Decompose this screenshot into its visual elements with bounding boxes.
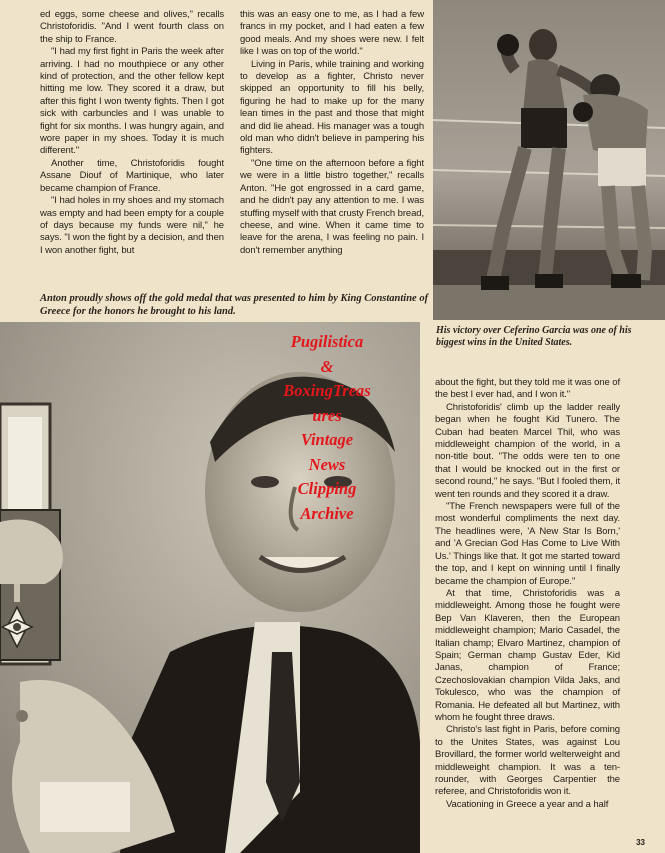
paragraph: Christoforidis' climb up the ladder really began when he fought Kid Tunero. The Cuban had beaten Marcel Thil, who was middleweight champion of the world, in a non-title bout. "The odds were ten to one that I would be knocked out in the first or second round," he says. "But I fooled them, it went ten rounds and they scored it a draw. bbox=[435, 401, 620, 500]
archive-watermark: Pugilistica & BoxingTreas ures Vintage News Clipping Archive bbox=[283, 332, 371, 523]
page-number: 33 bbox=[636, 838, 645, 847]
text-column-3 bbox=[435, 377, 620, 811]
paragraph: about the fight, but they told me it was one of the best I ever had, and I won it." bbox=[435, 377, 620, 401]
paragraph: "The French newspapers were full of the most wonderful compliments the next day. The headlines were, 'A New Star Is Born,' and 'A Grecian God Has Come to Live With Us.' Things like that. It got me started toward the top, and I kept on winning until I finally became the champion of Europe." bbox=[435, 501, 620, 587]
text-column-1 bbox=[40, 9, 224, 257]
paragraph: Living in Paris, while training and working to develop as a fighter, Christo never skipped an opportunity to fill his belly, figuring he had to make up for the many lean times in the past and those that might and did lie ahead. His manager was a tough old man who didn't believe in pampering his fighters. bbox=[240, 58, 424, 157]
paragraph: ed eggs, some cheese and olives," recalls Christoforidis. "And I went fourth class on the ship to France. bbox=[40, 9, 224, 45]
photo-caption-medal: Anton proudly shows off the gold medal that was presented to him by King Constantine of Greece for the honors he brought to his land. bbox=[40, 293, 429, 317]
paragraph: "I had holes in my shoes and my stomach was empty and had been empty for a couple of days because my funds were nil," he says. "I won the fight by a decision, and then I won another fight, but bbox=[40, 195, 224, 256]
paragraph: At that time, Christoforidis was a middleweight. Among those he fought were Bep Van Klaveren, then the European middleweight champion; Mario Casadel, the Italian champ; Elvaro Martinez, champion of Spain; German champ Gustav Eder, Kid Janas, champion of France; Czechoslovakian champion Vilda Jaks, and Tokulesco, who was the champion of Romania. He defeated all but Martinez, with whom he fought three draws. bbox=[435, 587, 620, 723]
text-column-2 bbox=[240, 9, 424, 257]
paragraph: Another time, Christoforidis fought Assane Diouf of Martinique, who later became champion of France. bbox=[40, 157, 224, 194]
paragraph: "I had my first fight in Paris the week after arriving. I had no mouthpiece or any other kind of protection, and the other fellow kept hitting me low. They scored it a draw, but after this fight I won twenty fights. Then I got sick with carbuncles and I was unable to fight for six months. I was hungry again, and wore paper in my shoes. Today it is much different." bbox=[40, 46, 224, 157]
boxing-match-photo bbox=[433, 0, 665, 320]
paragraph: this was an easy one to me, as I had a few francs in my pocket, and I had eaten a few good meals. And my shoes were new. I felt like I was on top of the world." bbox=[240, 9, 424, 58]
paragraph: "One time on the afternoon before a fight we were in a little bistro together," recalls Anton. "He got engrossed in a card game, and he didn't pay any attention to me. I was stuffing myself with that crusty French bread, cheese, and wine. When it came time to leave for the arena, I was feeling no pain. I don't remember anything bbox=[240, 157, 424, 256]
photo-caption-victory: His victory over Ceferino Garcia was one of his biggest wins in the United States. bbox=[436, 325, 632, 348]
boxing-photo-illustration bbox=[433, 0, 665, 320]
paragraph: Christo's last fight in Paris, before coming to the Unites States, was against Lou Brovillard, the former world welterweight and middleweight champion. It was a ten-rounder, with Georges Carpentier the referee, and Christoforidis won it. bbox=[435, 724, 620, 798]
paragraph: Vacationing in Greece a year and a half bbox=[446, 798, 609, 810]
